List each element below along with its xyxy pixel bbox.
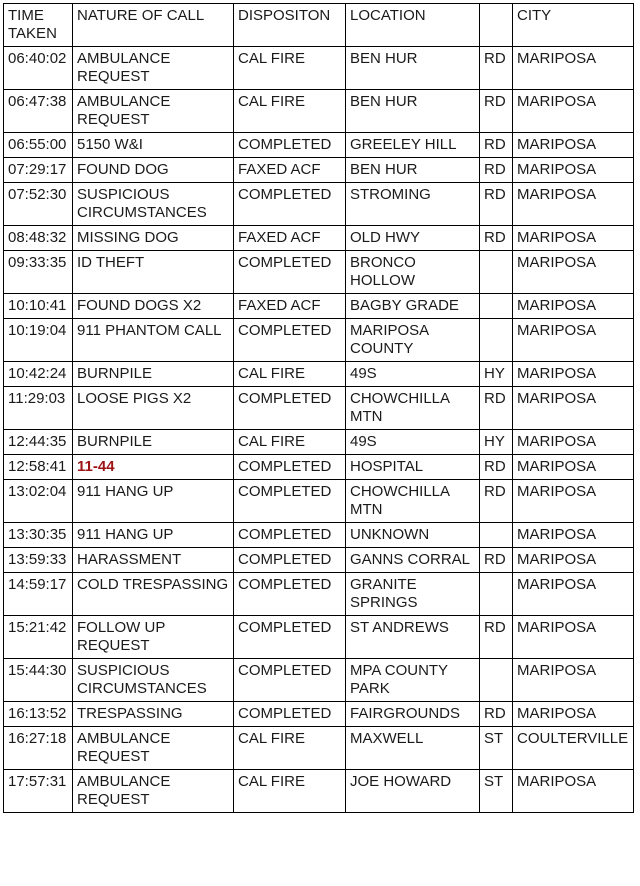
table-row: [4, 47, 634, 90]
time-cell: 08:48:32: [4, 226, 73, 251]
city-cell: MARIPOSA: [513, 319, 634, 362]
location-cell: 49S: [346, 430, 480, 455]
disposition-cell: CAL FIRE: [234, 362, 346, 387]
time-cell: 09:33:35: [4, 251, 73, 294]
disposition-cell: COMPLETED: [234, 455, 346, 480]
disposition-cell: COMPLETED: [234, 387, 346, 430]
disposition-cell: COMPLETED: [234, 573, 346, 616]
table-row: [4, 158, 634, 183]
time-cell: 15:21:42: [4, 616, 73, 659]
disposition-cell: CAL FIRE: [234, 47, 346, 90]
disposition-cell: COMPLETED: [234, 319, 346, 362]
table-row: [4, 90, 634, 133]
time-cell: 10:42:24: [4, 362, 73, 387]
disposition-cell: COMPLETED: [234, 251, 346, 294]
table-row: [4, 251, 634, 294]
header-city: CITY: [513, 4, 634, 47]
city-cell: MARIPOSA: [513, 523, 634, 548]
street-suffix-cell: RD: [480, 387, 513, 430]
city-cell: MARIPOSA: [513, 616, 634, 659]
location-cell: GANNS CORRAL: [346, 548, 480, 573]
location-cell: ST ANDREWS: [346, 616, 480, 659]
table-row: [4, 727, 634, 770]
nature-cell: LOOSE PIGS X2: [73, 387, 234, 430]
street-suffix-cell: [480, 659, 513, 702]
nature-cell: HARASSMENT: [73, 548, 234, 573]
table-row: [4, 362, 634, 387]
street-suffix-cell: [480, 573, 513, 616]
table-row: [4, 616, 634, 659]
time-cell: 14:59:17: [4, 573, 73, 616]
street-suffix-cell: RD: [480, 455, 513, 480]
nature-cell: AMBULANCE REQUEST: [73, 47, 234, 90]
table-row: [4, 294, 634, 319]
city-cell: MARIPOSA: [513, 455, 634, 480]
time-cell: 12:58:41: [4, 455, 73, 480]
location-cell: JOE HOWARD: [346, 770, 480, 813]
header-location: LOCATION: [346, 4, 480, 47]
disposition-cell: FAXED ACF: [234, 226, 346, 251]
location-cell: OLD HWY: [346, 226, 480, 251]
location-cell: BAGBY GRADE: [346, 294, 480, 319]
time-cell: 13:30:35: [4, 523, 73, 548]
disposition-cell: COMPLETED: [234, 480, 346, 523]
street-suffix-cell: [480, 523, 513, 548]
disposition-cell: COMPLETED: [234, 616, 346, 659]
nature-cell: 911 HANG UP: [73, 523, 234, 548]
table-row: [4, 455, 634, 480]
city-cell: MARIPOSA: [513, 183, 634, 226]
disposition-cell: FAXED ACF: [234, 294, 346, 319]
nature-cell: FOUND DOGS X2: [73, 294, 234, 319]
street-suffix-cell: HY: [480, 362, 513, 387]
disposition-cell: CAL FIRE: [234, 90, 346, 133]
nature-cell: SUSPICIOUS CIRCUMSTANCES: [73, 183, 234, 226]
city-cell: MARIPOSA: [513, 294, 634, 319]
table-row: [4, 183, 634, 226]
street-suffix-cell: RD: [480, 183, 513, 226]
street-suffix-cell: RD: [480, 133, 513, 158]
table-row: [4, 770, 634, 813]
time-cell: 07:52:30: [4, 183, 73, 226]
city-cell: MARIPOSA: [513, 480, 634, 523]
nature-cell: ID THEFT: [73, 251, 234, 294]
nature-cell: MISSING DOG: [73, 226, 234, 251]
street-suffix-cell: RD: [480, 90, 513, 133]
location-cell: FAIRGROUNDS: [346, 702, 480, 727]
nature-cell: 911 HANG UP: [73, 480, 234, 523]
location-cell: BEN HUR: [346, 158, 480, 183]
location-cell: GRANITE SPRINGS: [346, 573, 480, 616]
location-cell: GREELEY HILL: [346, 133, 480, 158]
disposition-cell: CAL FIRE: [234, 430, 346, 455]
table-row: [4, 226, 634, 251]
disposition-cell: COMPLETED: [234, 133, 346, 158]
header-disposition: DISPOSITON: [234, 4, 346, 47]
table-row: [4, 480, 634, 523]
nature-cell: BURNPILE: [73, 430, 234, 455]
city-cell: MARIPOSA: [513, 702, 634, 727]
city-cell: MARIPOSA: [513, 90, 634, 133]
nature-cell: 11-44: [73, 455, 234, 480]
location-cell: HOSPITAL: [346, 455, 480, 480]
disposition-cell: FAXED ACF: [234, 158, 346, 183]
table-row: [4, 387, 634, 430]
location-cell: 49S: [346, 362, 480, 387]
time-cell: 16:27:18: [4, 727, 73, 770]
street-suffix-cell: RD: [480, 158, 513, 183]
time-cell: 13:02:04: [4, 480, 73, 523]
city-cell: COULTERVILLE: [513, 727, 634, 770]
time-cell: 15:44:30: [4, 659, 73, 702]
street-suffix-cell: RD: [480, 480, 513, 523]
time-cell: 10:10:41: [4, 294, 73, 319]
location-cell: CHOWCHILLA MTN: [346, 480, 480, 523]
city-cell: MARIPOSA: [513, 251, 634, 294]
location-cell: MARIPOSA COUNTY: [346, 319, 480, 362]
time-cell: 07:29:17: [4, 158, 73, 183]
time-cell: 06:47:38: [4, 90, 73, 133]
nature-cell: COLD TRESPASSING: [73, 573, 234, 616]
time-cell: 06:40:02: [4, 47, 73, 90]
time-cell: 11:29:03: [4, 387, 73, 430]
location-cell: STROMING: [346, 183, 480, 226]
street-suffix-cell: [480, 319, 513, 362]
disposition-cell: COMPLETED: [234, 548, 346, 573]
table-row: [4, 573, 634, 616]
street-suffix-cell: RD: [480, 702, 513, 727]
city-cell: MARIPOSA: [513, 47, 634, 90]
time-cell: 10:19:04: [4, 319, 73, 362]
city-cell: MARIPOSA: [513, 659, 634, 702]
street-suffix-cell: RD: [480, 616, 513, 659]
call-log-body: [4, 47, 634, 813]
time-cell: 06:55:00: [4, 133, 73, 158]
city-cell: MARIPOSA: [513, 362, 634, 387]
location-cell: CHOWCHILLA MTN: [346, 387, 480, 430]
city-cell: MARIPOSA: [513, 133, 634, 158]
table-row: [4, 548, 634, 573]
street-suffix-cell: [480, 294, 513, 319]
nature-cell: FOLLOW UP REQUEST: [73, 616, 234, 659]
header-time-taken: TIME TAKEN: [4, 4, 73, 47]
location-cell: BEN HUR: [346, 90, 480, 133]
time-cell: 12:44:35: [4, 430, 73, 455]
nature-cell: TRESPASSING: [73, 702, 234, 727]
nature-cell: AMBULANCE REQUEST: [73, 727, 234, 770]
nature-cell: BURNPILE: [73, 362, 234, 387]
city-cell: MARIPOSA: [513, 770, 634, 813]
street-suffix-cell: RD: [480, 47, 513, 90]
disposition-cell: COMPLETED: [234, 523, 346, 548]
disposition-cell: COMPLETED: [234, 702, 346, 727]
city-cell: MARIPOSA: [513, 548, 634, 573]
disposition-cell: COMPLETED: [234, 183, 346, 226]
city-cell: MARIPOSA: [513, 430, 634, 455]
street-suffix-cell: ST: [480, 770, 513, 813]
header-nature-of-call: NATURE OF CALL: [73, 4, 234, 47]
street-suffix-cell: ST: [480, 727, 513, 770]
time-cell: 17:57:31: [4, 770, 73, 813]
table-row: [4, 133, 634, 158]
table-row: [4, 659, 634, 702]
table-row: [4, 523, 634, 548]
location-cell: BEN HUR: [346, 47, 480, 90]
city-cell: MARIPOSA: [513, 226, 634, 251]
time-cell: 16:13:52: [4, 702, 73, 727]
table-row: [4, 430, 634, 455]
street-suffix-cell: HY: [480, 430, 513, 455]
nature-cell: 911 PHANTOM CALL: [73, 319, 234, 362]
street-suffix-cell: [480, 251, 513, 294]
table-row: [4, 702, 634, 727]
disposition-cell: CAL FIRE: [234, 727, 346, 770]
city-cell: MARIPOSA: [513, 387, 634, 430]
header-row: [4, 4, 634, 47]
location-cell: UNKNOWN: [346, 523, 480, 548]
nature-cell: FOUND DOG: [73, 158, 234, 183]
street-suffix-cell: RD: [480, 226, 513, 251]
table-row: [4, 319, 634, 362]
city-cell: MARIPOSA: [513, 573, 634, 616]
location-cell: MAXWELL: [346, 727, 480, 770]
disposition-cell: COMPLETED: [234, 659, 346, 702]
location-cell: MPA COUNTY PARK: [346, 659, 480, 702]
header-suffix: [480, 4, 513, 47]
street-suffix-cell: RD: [480, 548, 513, 573]
time-cell: 13:59:33: [4, 548, 73, 573]
nature-cell: AMBULANCE REQUEST: [73, 90, 234, 133]
disposition-cell: CAL FIRE: [234, 770, 346, 813]
nature-cell: AMBULANCE REQUEST: [73, 770, 234, 813]
location-cell: BRONCO HOLLOW: [346, 251, 480, 294]
call-log-table: [3, 3, 634, 813]
nature-cell: 5150 W&I: [73, 133, 234, 158]
city-cell: MARIPOSA: [513, 158, 634, 183]
nature-cell: SUSPICIOUS CIRCUMSTANCES: [73, 659, 234, 702]
